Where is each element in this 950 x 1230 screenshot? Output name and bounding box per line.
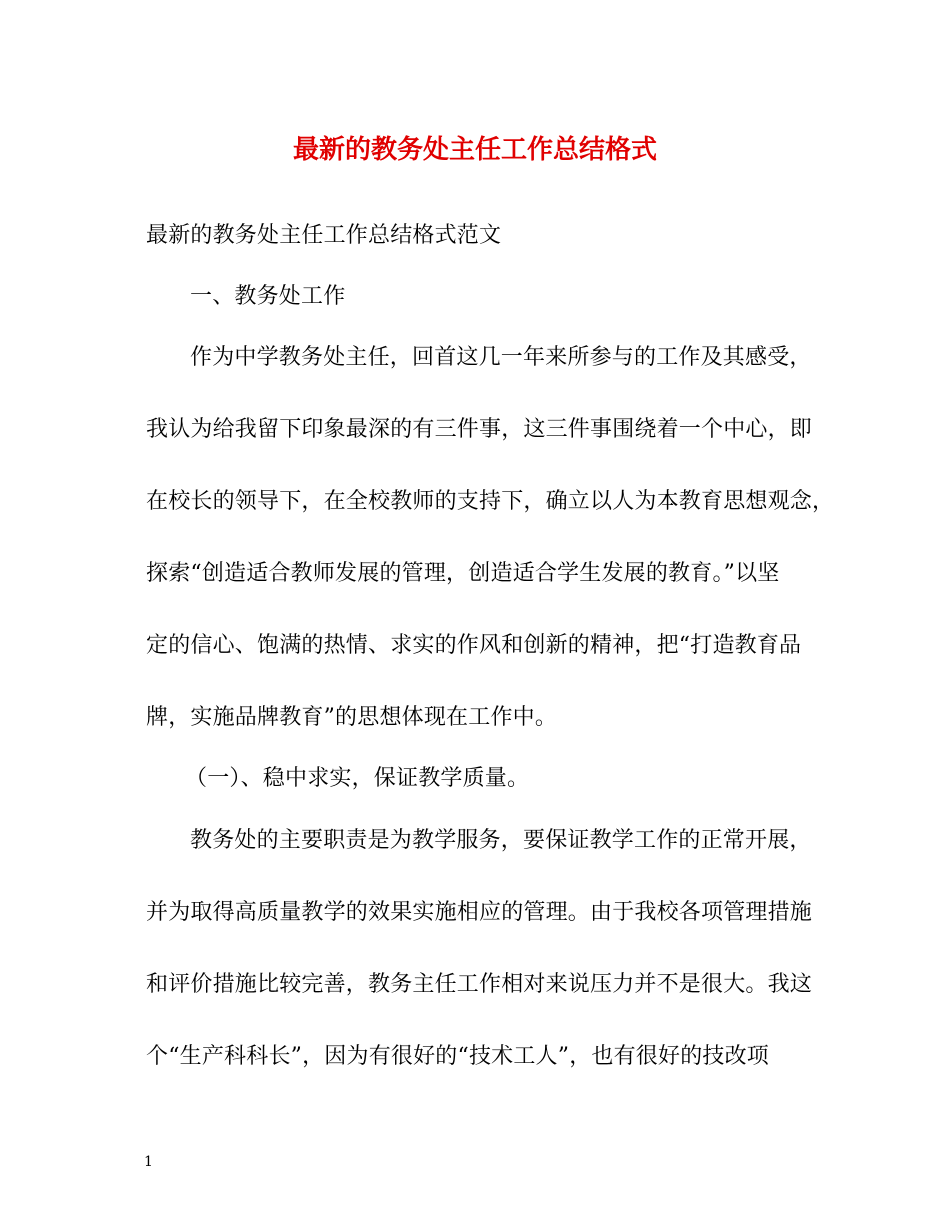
document-subtitle: 最新的教务处主任工作总结格式范文 <box>146 223 502 248</box>
paragraph-line: 和评价措施比较完善，教务主任工作相对来说压力并不是很大。我这 <box>146 972 813 997</box>
paragraph-line: 探索“创造适合教师发展的管理，创造适合学生发展的教育。”以坚 <box>146 561 780 586</box>
document-title: 最新的教务处主任工作总结格式 <box>292 135 657 165</box>
paragraph-line: 在校长的领导下，在全校教师的支持下，确立以人为本教育思想观念， <box>146 489 835 514</box>
paragraph-line: 教务处的主要职责是为教学服务，要保证教学工作的正常开展， <box>190 828 812 853</box>
subsection-heading: （一）、稳中求实，保证教学质量。 <box>185 766 530 791</box>
page-number: 1 <box>144 1154 153 1170</box>
paragraph-line: 我认为给我留下印象最深的有三件事，这三件事围绕着一个中心，即 <box>146 417 813 442</box>
paragraph-line: 牌，实施品牌教育”的思想体现在工作中。 <box>146 705 558 730</box>
paragraph-line: 定的信心、饱满的热情、求实的作风和创新的精神，把“打造教育品 <box>146 633 802 658</box>
paragraph-line: 作为中学教务处主任，回首这几一年来所参与的工作及其感受， <box>190 345 812 370</box>
section-heading: 一、教务处工作 <box>190 284 346 309</box>
paragraph-line: 并为取得高质量教学的效果实施相应的管理。由于我校各项管理措施 <box>146 900 813 925</box>
paragraph-line: 个“生产科科长”，因为有很好的“技术工人”，也有很好的技改项 <box>146 1044 769 1069</box>
